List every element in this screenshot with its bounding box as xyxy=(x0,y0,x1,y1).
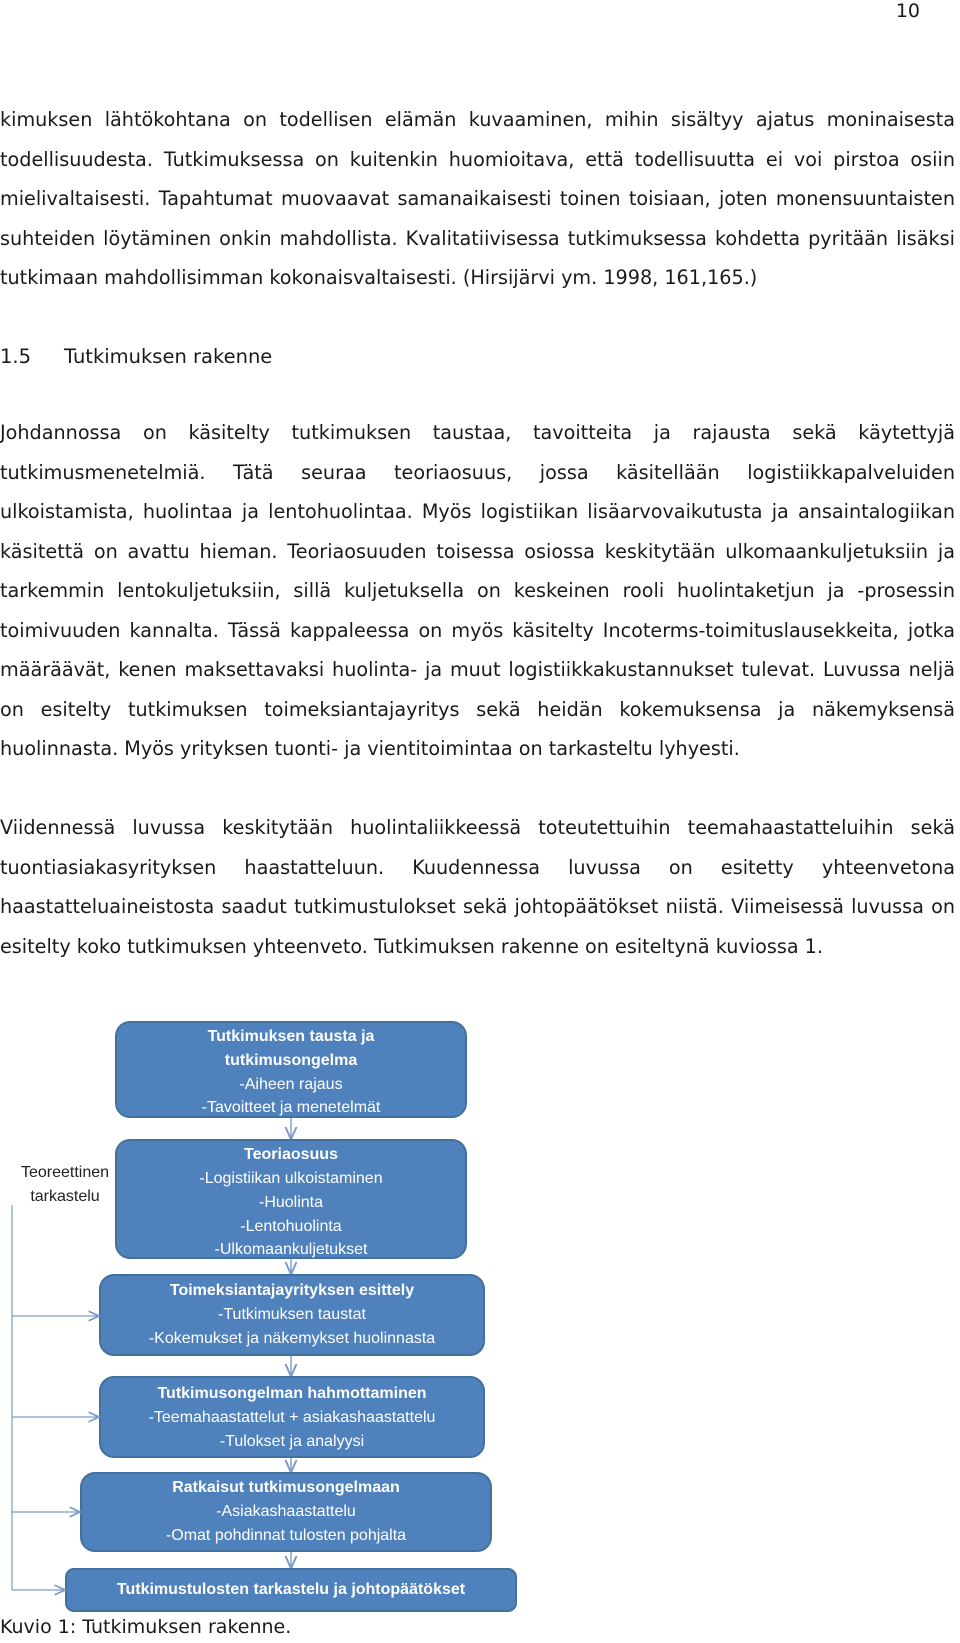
box1-line2: -Tavoitteet ja menetelmät xyxy=(201,1099,381,1117)
paragraph-structure: Johdannossa on käsitelty tutkimuksen taustaa, tavoitteita ja rajausta sekä käytettyjä tutkimusmenetelmiä. Tätä seuraa teoriaosuus, jossa käsitellään logistiikkapalveluiden ulkoistamista, huolintaa ja lentohuolintaa. Myös logistiikan lisäarvovaikutusta ja ansaintalogiikan käsitettä on avattu hieman. Teoriaosuuden toisessa osiossa keskitytään ulkomaankuljetuksiin ja tarkemmin lentokuljetuksiin, sillä kuljetuksella on keskeinen rooli huolintaketjun ja -prosessin toimivuuden kannalta. Tässä kappaleessa on myös käsitelty Incoterms-toimituslausekkeita, jotka määräävät, kenen maksettavaksi huolinta- ja muut logistiikkakustannukset tulevat. Luvussa neljä on esitelty tutkimuksen toimeksiantajayritys sekä heidän kokemuksensa ja näkemyksensä huolinnasta. Myös yrityksen tuonti- ja vientitoimintaa on tarkasteltu lyhyesti. xyxy=(0,421,955,760)
box4-line2: -Tulokset ja analyysi xyxy=(219,1433,365,1451)
box5-line2: -Omat pohdinnat tulosten pohjalta xyxy=(165,1527,407,1545)
box3-line2: -Kokemukset ja näkemykset huolinnasta xyxy=(148,1330,436,1348)
figure-caption: Kuvio 1: Tutkimuksen rakenne. xyxy=(0,1616,292,1638)
box5-line1: -Asiakashaastattelu xyxy=(216,1503,356,1521)
box5-title: Ratkaisut tutkimusongelmaan xyxy=(172,1479,400,1497)
box4-line1: -Teemahaastattelut + asiakashaastattelu xyxy=(148,1409,436,1427)
box2-line3: -Lentohuolinta xyxy=(240,1218,342,1236)
box2-line4: -Ulkomaankuljetukset xyxy=(214,1241,368,1259)
box1-title1: Tutkimuksen tausta ja xyxy=(207,1028,375,1046)
box3-title: Toimeksiantajayrityksen esittely xyxy=(169,1282,415,1300)
side-label-line2: tarkastelu xyxy=(30,1188,100,1205)
paragraph-chapters: Viidennessä luvussa keskitytään huolintaliikkeessä toteutettuihin teemahaastatteluihin sekä tuontiasiakasyrityksen haastatteluun. Kuudennessa luvussa on esitetty yhteenvetona haastatteluaineistosta saadut tutkimustulokset sekä johtopäätökset niistä. Viimeisessä luvussa on esitelty koko tutkimuksen yhteenveto. Tutkimuksen rakenne on esiteltynä kuviossa 1. xyxy=(0,816,955,958)
box2-line1: -Logistiikan ulkoistaminen xyxy=(199,1170,383,1188)
box6-title: Tutkimustulosten tarkastelu ja johtopäätökset xyxy=(116,1581,466,1599)
box1-line1: -Aiheen rajaus xyxy=(239,1076,343,1094)
box1-title2: tutkimusongelma xyxy=(224,1052,358,1070)
box4-title: Tutkimusongelman hahmottaminen xyxy=(157,1385,427,1403)
box2-line2: -Huolinta xyxy=(258,1194,324,1212)
box3-line1: -Tutkimuksen taustat xyxy=(218,1306,366,1324)
side-label-line1: Teoreettinen xyxy=(20,1164,110,1181)
page-number: 10 xyxy=(895,0,920,22)
paragraph-intro: kimuksen lähtökohtana on todellisen elämän kuvaaminen, mihin sisältyy ajatus moninaisesta todellisuudesta. Tutkimuksessa on kuitenkin huomioitava, että todellisuutta ei voi pirstoa osiin mielivaltaisesti. Tapahtumat muovaavat samanaikaisesti toinen toisiaan, joten monensuuntaisten suhteiden löytäminen onkin mahdollista. Kvalitatiivisessa tutkimuksessa kohdetta pyritään lisäksi tutkimaan mahdollisimman kokonaisvaltaisesti. (Hirsijärvi ym. 1998, 161,165.) xyxy=(0,108,955,289)
section-title: Tutkimuksen rakenne xyxy=(64,345,273,368)
section-number: 1.5 xyxy=(0,345,32,368)
box2-title: Teoriaosuus xyxy=(244,1146,338,1164)
